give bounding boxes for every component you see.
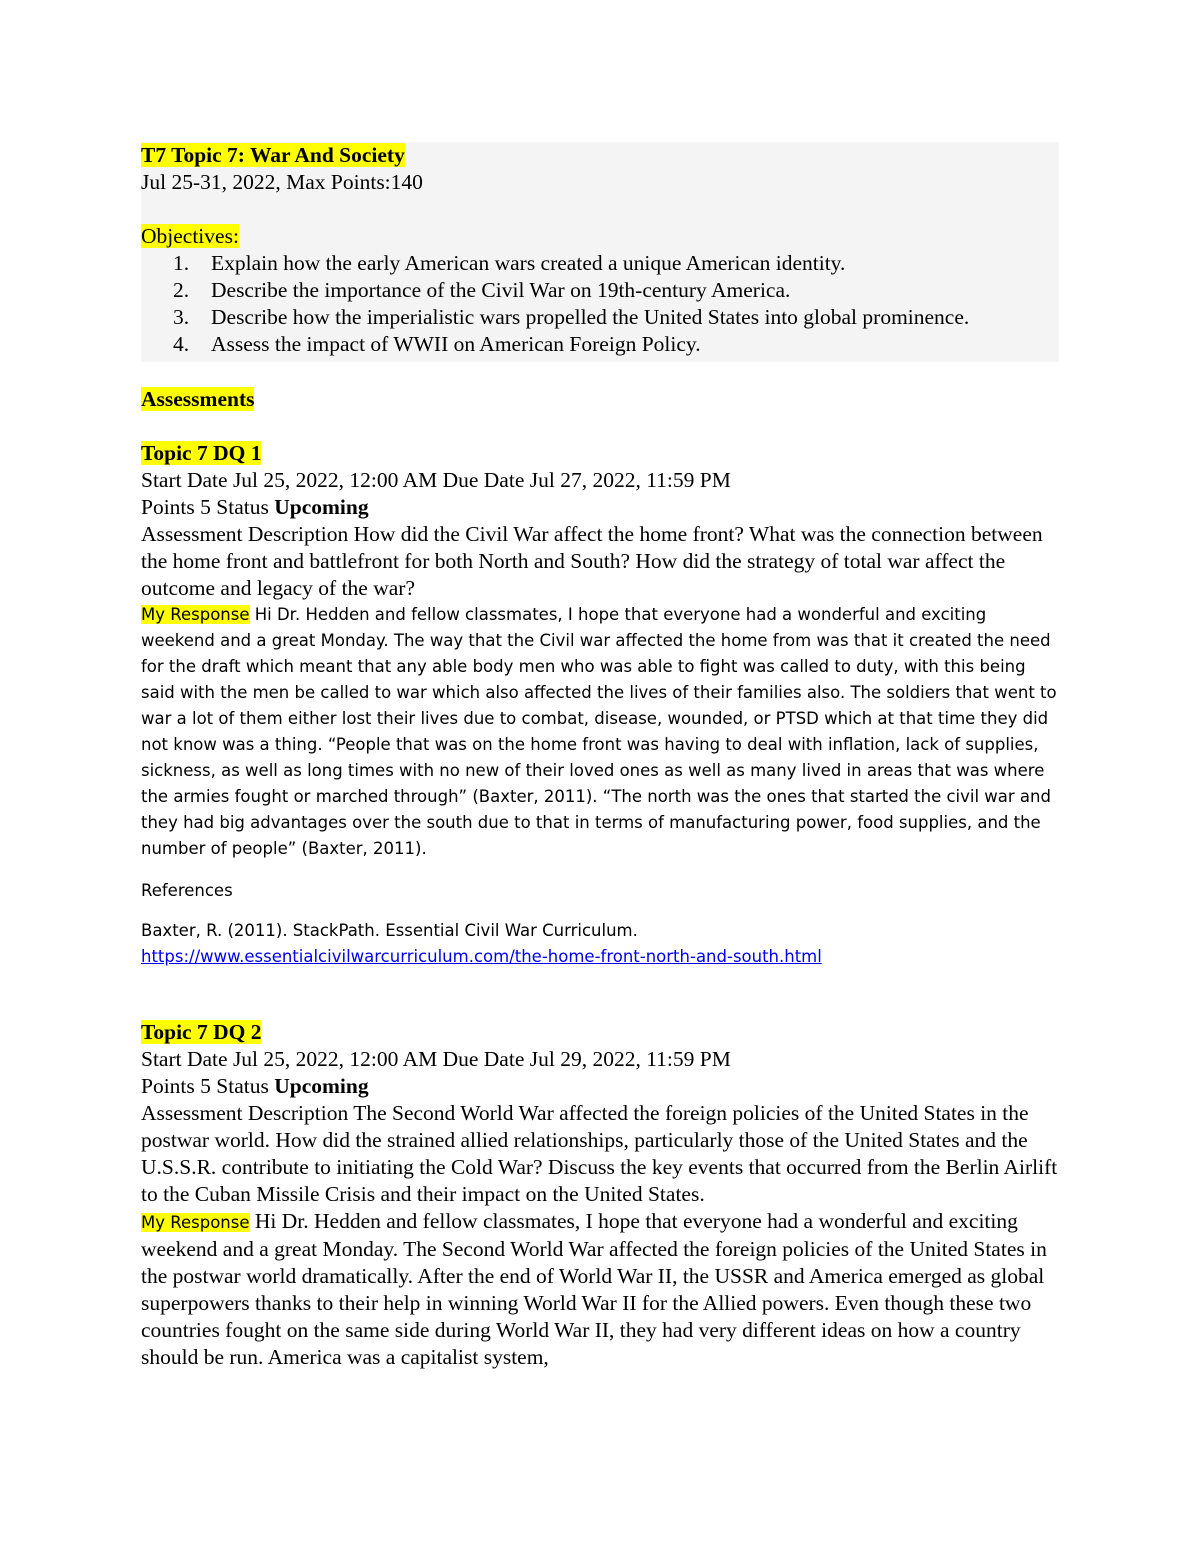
dq1-status: Upcoming <box>274 495 369 519</box>
dq2-status: Upcoming <box>274 1074 369 1098</box>
dq2-section <box>141 1019 1061 1371</box>
dq1-description: Assessment Description How did the Civil War affect the home front? What was the connection between the home front and battlefront for both North and South? How did the strategy of total war affect the outcome and legacy of the war? <box>141 522 1043 600</box>
objective-item: 2. Describe the importance of the Civil War on 19th-century America. <box>173 278 791 302</box>
dq1-response <box>141 602 1061 862</box>
dq1-points-status: Points 5 Status Upcoming <box>141 495 369 519</box>
references-label: References <box>141 881 233 900</box>
dq2-response-text: Hi Dr. Hedden and fellow classmates, I hope that everyone had a wonderful and exciting weekend and a great Monday. The Second World War affected the foreign policies of the United States in the postwar world dramatically. After the end of World War II, the USSR and America emerged as global superpowers thanks to their help in winning World War II for the Allied powers. Even though these two countries fought on the same side during World War II, they had very different ideas on how a country should be run. America was a capitalist system, <box>141 1209 1047 1369</box>
dq2-points-status: Points 5 Status Upcoming <box>141 1074 369 1098</box>
objectives-label: Objectives: <box>141 224 239 248</box>
dq1-dates: Start Date Jul 25, 2022, 12:00 AM Due Date Jul 27, 2022, 11:59 PM <box>141 468 731 492</box>
dq2-description: Assessment Description The Second World War affected the foreign policies of the United States in the postwar world. How did the strained allied relationships, particularly those of the United States and the U.S.S.R. contribute to initiating the Cold War? Discuss the key events that occurred from the Berlin Airlift to the Cuban Missile Crisis and their impact on the United States. <box>141 1101 1058 1206</box>
dq2-dates: Start Date Jul 25, 2022, 12:00 AM Due Date Jul 29, 2022, 11:59 PM <box>141 1047 731 1071</box>
dq2-response-label: My Response <box>141 1213 250 1232</box>
objective-item: 1. Explain how the early American wars created a unique American identity. <box>173 251 846 275</box>
objective-item: 4. Assess the impact of WWII on American Foreign Policy. <box>173 332 701 356</box>
objectives-list <box>141 250 1059 358</box>
dq1-title: Topic 7 DQ 1 <box>141 441 262 465</box>
dq1-section <box>141 440 1061 970</box>
topic-dates-points: Jul 25-31, 2022, Max Points:140 <box>141 170 423 194</box>
reference-citation: Baxter, R. (2011). StackPath. Essential Civil War Curriculum. <box>141 921 638 940</box>
assessments-section <box>141 386 1061 413</box>
dq1-response-label: My Response <box>141 605 250 624</box>
dq2-response <box>141 1208 1061 1371</box>
objective-item: 3. Describe how the imperialistic wars propelled the United States into global prominence. <box>173 305 970 329</box>
dq2-title: Topic 7 DQ 2 <box>141 1020 262 1044</box>
assessments-heading: Assessments <box>141 387 255 411</box>
dq1-response-text: Hi Dr. Hedden and fellow classmates, I hope that everyone had a wonderful and exciting weekend and a great Monday. The way that the Civil war affected the home from was that it created the need for the draft which meant that any able body men who was able to fight was called to duty, with this being said with the men be called to war which also affected the lives of their families also. The soldiers that went to war a lot of them either lost their lives due to combat, disease, wounded, or PTSD which at that time they did not know was a thing. “People that was on the home front was having to deal with inflation, lack of supplies, sickness, as well as long times with no new of their loved ones as well as many lived in areas that was where the armies fought or marched through” (Baxter, 2011). “The north was the ones that started the civil war and they had big advantages over the south due to that in terms of manufacturing power, food supplies, and the number of people” (Baxter, 2011). <box>141 605 1057 858</box>
topic-header <box>141 142 1059 362</box>
reference-link[interactable]: https://www.essentialcivilwarcurriculum.com/the-home-front-north-and-south.html <box>141 947 822 966</box>
topic-title: T7 Topic 7: War And Society <box>141 143 405 167</box>
spacer <box>141 196 1059 223</box>
